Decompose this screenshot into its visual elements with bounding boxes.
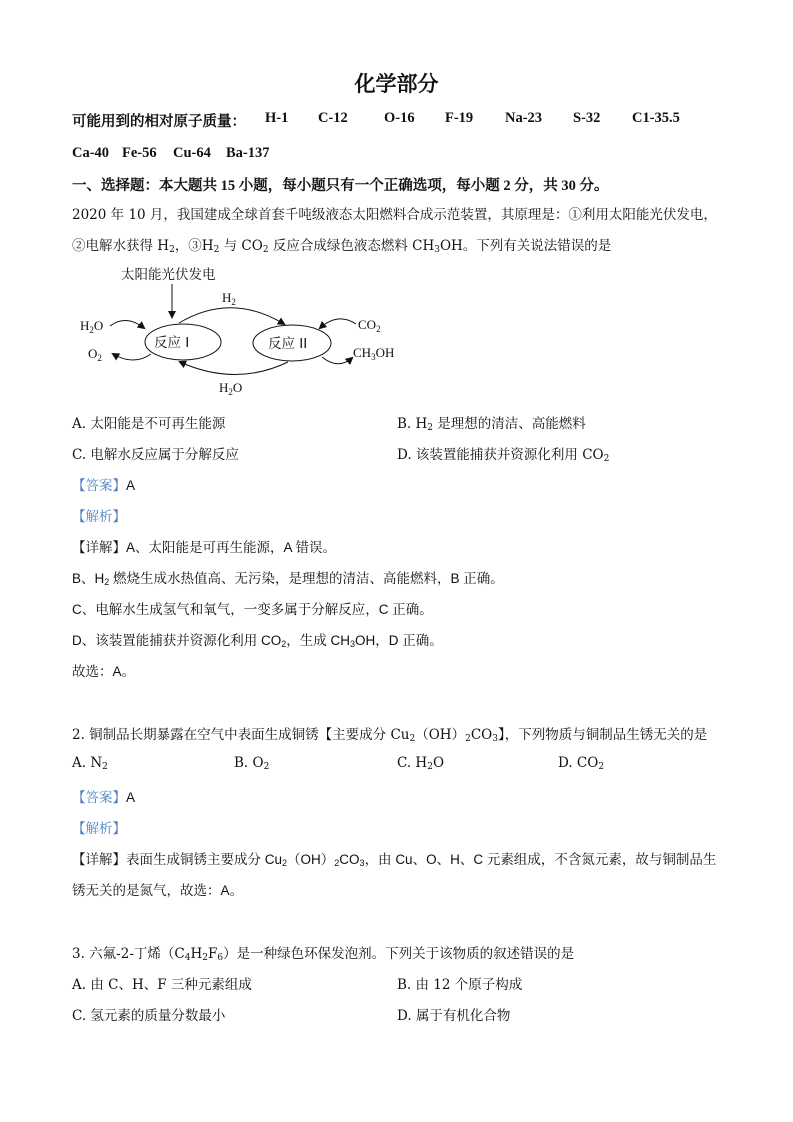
q2-analysis-label: 【解析】 [72,821,126,836]
reaction-1-label: 反应 I [154,335,190,351]
mass-h: H-1 [265,110,289,126]
q2-option-a: A. $N_2$ [72,755,108,772]
q3-option-b: B. 由 12 个原子构成 [397,977,523,993]
q3-option-a: A. 由 C、H、F 三种元素组成 [72,977,252,993]
q1-detail-line1: 【详解】A、太阳能是可再生能源，A 错误。 [72,540,337,555]
atomic-mass-label: 可能用到的相对原子质量： [72,114,246,130]
mass-cu: Cu-64 [173,145,211,161]
answer-value: A [126,790,136,805]
q2-answer [72,786,135,806]
q3-option-c: C. 氢元素的质量分数最小 [72,1008,226,1024]
q2-option-b: B. $O_2$ [234,755,270,772]
detail-label: 【详解】 [72,540,126,555]
q1-option-b: B. $H_2$ 是理想的清洁、高能燃料 [397,416,586,433]
q1-detail-line2: B、$H_2$ 燃烧生成水热值高、无污染，是理想的清洁、高能燃料，B 正确。 [72,571,504,587]
q1-analysis-label: 【解析】 [72,509,126,524]
mass-c: C-12 [318,110,348,126]
svg-text:CH3OH: $CH_3OH$ [353,345,395,362]
mass-na: Na-23 [505,110,543,126]
detail-label: 【详解】 [72,852,126,867]
mass-fe: Fe-56 [122,145,157,161]
mass-s: S-32 [573,110,601,126]
q2-option-d: D. $CO_2$ [558,755,605,772]
mass-cl: C1-35.5 [632,110,680,126]
q1-stem-line2: ②电解水获得 $H_2$，$③H_2$ 与 $CO_2$ 反应合成绿色液态燃料 $CH_3OH$。下列有关说法错误的是 [72,238,612,255]
svg-text:H2O: $H_2O$ [219,380,243,397]
q1-stem-line1: 2020 年 10 月，我国建成全球首套千吨级液态太阳燃料合成示范装置，其原理是：①利用太阳能光伏发电， [72,207,717,223]
q1-detail-line3: C、电解水生成氢气和氧气，一变多属于分解反应，C 正确。 [72,602,433,617]
svg-text:H2: $H_2$ [222,290,236,307]
answer-label: 【答案】 [72,790,126,805]
section-heading: 一、选择题：本大题共 15 小题，每小题只有一个正确选项，每小题 2 分，共 30 分。 [72,178,609,194]
q3-option-d: D. 属于有机化合物 [397,1008,511,1024]
atomic-mass-row-1 [72,110,246,131]
q2-option-c: C. $H_2O$ [397,755,445,772]
q1-detail-line5: 故选：A。 [72,664,136,679]
q1-answer [72,474,135,494]
page-title: 化学部分 [354,71,439,96]
solar-pv-label: 太阳能光伏发电 [121,267,216,283]
svg-text:H2O: $H_2O$ [80,318,104,335]
q2-detail-line2: 锈无关的是氮气，故选：A。 [72,883,244,898]
q3-stem: 3. 六氟-2-丁烯$(C_4H_2F_6)$是一种绿色环保发泡剂。下列关于该物质的叙述错误的是 [72,946,575,963]
q2-detail-line1: 【详解】表面生成铜锈主要成分 $Cu_2(OH)_2CO_3$，由 Cu、O、H、C 元素组成，不含氮元素，故与铜制品生 [72,852,717,868]
svg-text:CO2: $CO_2$ [358,317,381,334]
q1-option-d: D. 该装置能捕获并资源化利用 $CO_2$ [397,447,610,464]
mass-f: F-19 [445,110,474,126]
answer-value: A [126,478,136,493]
mass-o: O-16 [384,110,415,126]
answer-label: 【答案】 [72,478,126,493]
mass-ca: Ca-40 [72,145,110,161]
mass-ba: Ba-137 [226,145,270,161]
q2-stem: 2. 铜制品长期暴露在空气中表面生成铜锈【主要成分 $Cu_2(OH)_2CO_3$】，下列物质与铜制品生锈无关的是 [72,727,708,744]
reaction-cycle-diagram [76,262,416,397]
q1-option-a: A. 太阳能是不可再生能源 [72,416,226,432]
svg-text:O2: $O_2$ [88,346,102,363]
q1-option-c: C. 电解水反应属于分解反应 [72,447,239,463]
q1-detail-line4: D、该装置能捕获并资源化利用 $CO_2$，生成 $CH_3OH$，D 正确。 [72,633,443,649]
reaction-diagram [76,262,416,397]
reaction-2-label: 反应 II [268,336,308,352]
